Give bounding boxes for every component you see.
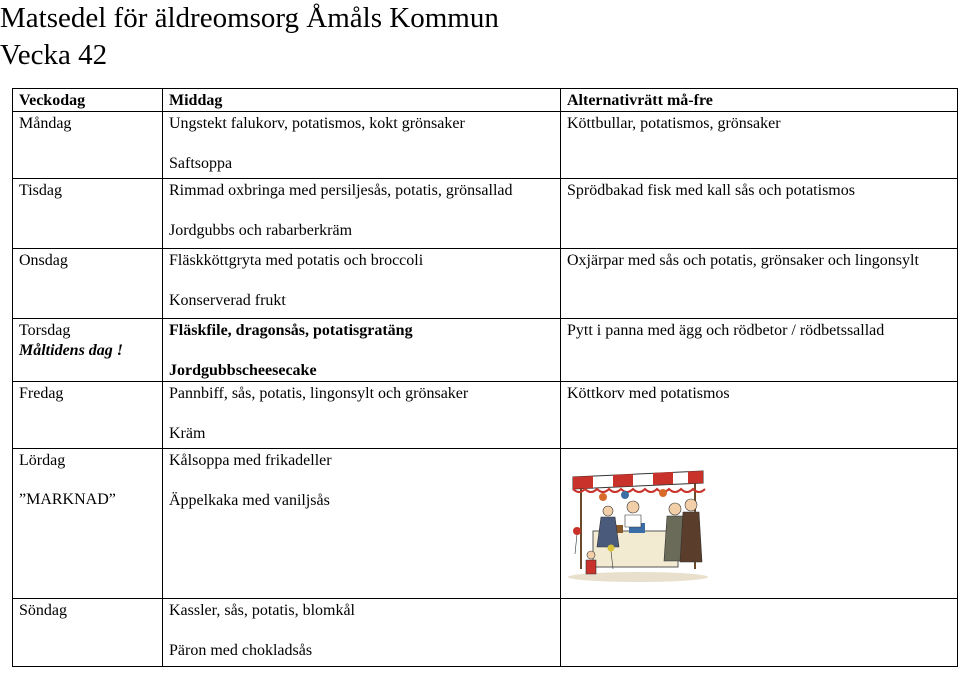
dessert: Konserverad frukt [169,292,286,309]
week-title: Vecka 42 [0,39,108,71]
dinner-cell [163,319,561,382]
page-title: Matsedel för äldreomsorg Åmåls Kommun [0,2,499,34]
dessert: Päron med chokladsås [169,642,313,659]
main-dish: Kålsoppa med frikadeller [169,452,332,469]
header-day: Veckodag [13,89,163,112]
dinner-cell [163,249,561,319]
dinner-cell [163,599,561,667]
table-row [13,319,958,382]
table-row [13,179,958,249]
header-alternative: Alternativrätt må-fre [561,89,958,112]
table-row [13,449,958,599]
day-cell [13,319,163,382]
day-cell [13,449,163,599]
dessert: Jordgubbs och rabarberkräm [169,222,353,239]
header-dinner: Middag [163,89,561,112]
dinner-cell [163,179,561,249]
main-dish: Pannbiff, sås, potatis, lingonsylt och grönsaker [169,385,469,402]
table-row [13,112,958,179]
main-dish: Kassler, sås, potatis, blomkål [169,602,355,619]
alternative-cell [561,599,958,667]
dessert: Saftsoppa [169,155,233,172]
dessert: Kräm [169,425,206,442]
alternative-cell: Oxjärpar med sås och potatis, grönsaker och lingonsylt [561,249,958,319]
alternative-cell [561,449,958,599]
dessert: Jordgubbscheesecake [169,362,317,379]
main-dish: Ungstekt falukorv, potatismos, kokt grönsaker [169,115,465,132]
header-row [13,89,958,112]
menu-table [12,88,958,667]
alternative-cell: Pytt i panna med ägg och rödbetor / rödbetssallad [561,319,958,382]
dinner-cell [163,112,561,179]
dinner-cell [163,449,561,599]
market-stall-illustration [563,459,713,584]
day-cell: Tisdag [13,179,163,249]
main-dish: Rimmad oxbringa med persiljesås, potatis, grönsallad [169,182,513,199]
day-cell: Onsdag [13,249,163,319]
main-dish: Fläskfile, dragonsås, potatisgratäng [169,322,413,339]
table-row [13,382,958,449]
day-cell: Måndag [13,112,163,179]
alternative-cell: Köttkorv med potatismos [561,382,958,449]
day-cell: Söndag [13,599,163,667]
day-label: Torsdag [19,322,71,339]
day-label: Lördag [19,452,66,469]
dessert: Äppelkaka med vaniljsås [169,492,330,509]
dinner-cell [163,382,561,449]
main-dish: Fläskköttgryta med potatis och broccoli [169,252,424,269]
table-row [13,599,958,667]
day-note: Måltidens dag ! [19,342,124,359]
day-cell: Fredag [13,382,163,449]
alternative-cell: Sprödbakad fisk med kall sås och potatismos [561,179,958,249]
day-note: ”MARKNAD” [19,491,116,508]
alternative-cell: Köttbullar, potatismos, grönsaker [561,112,958,179]
table-row [13,249,958,319]
